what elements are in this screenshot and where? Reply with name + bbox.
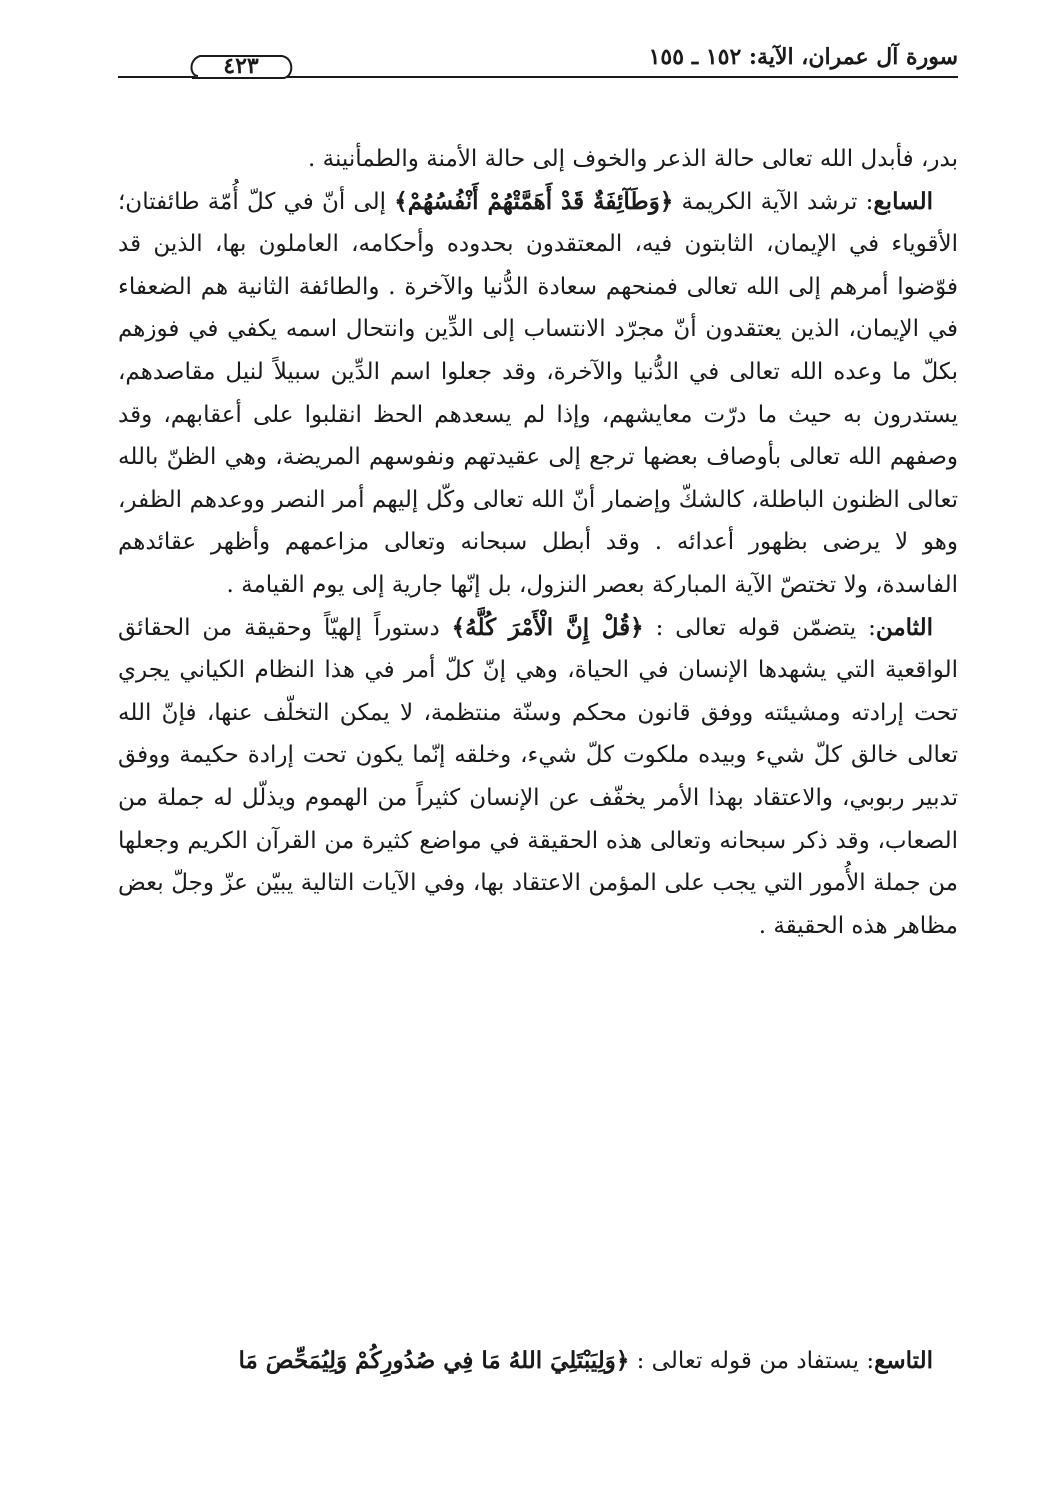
quran-quote: ﴿وَطَآئِفَةٌ قَدْ أَهَمَّتْهُمْ أَنْفُسُهُمْ﴾ (394, 187, 674, 215)
paragraph-continuation (118, 138, 958, 181)
paragraph-lead-eighth: الثامن (875, 613, 933, 641)
page-number-badge (186, 46, 296, 90)
quran-quote: ﴿قُلْ إِنَّ الْأَمْرَ كُلَّهُ﴾ (451, 613, 644, 641)
paragraph-eighth (118, 607, 958, 948)
paragraph-lead-seventh: السابع (873, 187, 933, 215)
paragraph-text: : ترشد الآية الكريمة (673, 188, 874, 215)
paragraph-text: دستوراً إلهيّاً وحقيقة من الحقائق الواقعية التي يشهدها الإنسان في الحياة، وهي إنّ كلّ أمر في هذا النظام الكياني يجري تحت إرادته ومشيئته ووفق قانون محكم وسنّة منتظمة، لا يمكن التخلّف عنها، فإنّ الله تعالى خالق كلّ شيء وبيده ملكوت كلّ شيء، وخلقه إنّما يكون تحت إرادة حكيمة ووفق تدبير ربوبي، والاعتقاد بهذا الأمر يخفّف عن الإنسان كثيراً من الهموم ويذلّل له جملة من الصعاب، وقد ذكر سبحانه وتعالى هذه الحقيقة في مواضع كثيرة من القرآن الكريم وجعلها من جملة الأُمور التي يجب على المؤمن الاعتقاد بها، وفي الآيات التالية يبيّن عزّ وجلّ بعض مظاهر هذه الحقيقة . (118, 614, 958, 939)
paragraph-ninth (118, 1340, 958, 1383)
paragraph-text: : يستفاد من قوله تعالى : (629, 1348, 875, 1374)
paragraph-seventh (118, 181, 958, 607)
page-number: ٤٢٣ (223, 53, 259, 79)
header-title: سورة آل عمران، الآية: ١٥٢ ـ ١٥٥ (648, 44, 958, 70)
paragraph-text: بدر، فأبدل الله تعالى حالة الذعر والخوف إلى حالة الأمنة والطمأنينة . (308, 146, 958, 172)
page-header (118, 40, 958, 80)
paragraph-text: إلى أنّ في كلّ أُمّة طائفتان؛ الأقوياء في الإيمان، الثابتون فيه، المعتقدون بحدوده وأحكامه، العاملون بها، الذين قد فوّضوا أمرهم إلى الله تعالى فمنحهم سعادة الدُّنيا والآخرة . والطائفة الثانية هم الضعفاء في الإيمان، الذين يعتقدون أنّ مجرّد الانتساب إلى الدِّين وانتحال اسمه يكفي في فوزهم بكلّ ما وعده الله تعالى في الدُّنيا والآخرة، وقد جعلوا اسم الدِّين سبيلاً لنيل مقاصدهم، يستدرون به حيث ما درّت معايشهم، وإذا لم يسعدهم الحظ انقلبوا على أعقابهم، وقد وصفهم الله تعالى بأوصاف بعضها ترجع إلى عقيدتهم ونفوسهم المريضة، وهي الظنّ بالله تعالى الظنون الباطلة، كالشكّ وإضمار أنّ الله تعالى وكّل إليهم أمر النصر ووعدهم الظفر، وهو لا يرضى بظهور أعدائه . وقد أبطل سبحانه وتعالى مزاعمهم وأظهر عقائدهم الفاسدة، ولا تختصّ الآية المباركة بعصر النزول، بل إنّها جارية إلى يوم القيامة . (118, 188, 958, 598)
quran-quote: ﴿وَلِيَبْتَلِيَ اللهُ مَا فِي صُدُورِكُمْ وَلِيُمَحِّصَ مَا (238, 1347, 630, 1374)
paragraph-lead-ninth: التاسع (874, 1347, 933, 1374)
paragraph-text: : يتضمّن قوله تعالى : (643, 614, 876, 641)
body-text (118, 138, 958, 947)
